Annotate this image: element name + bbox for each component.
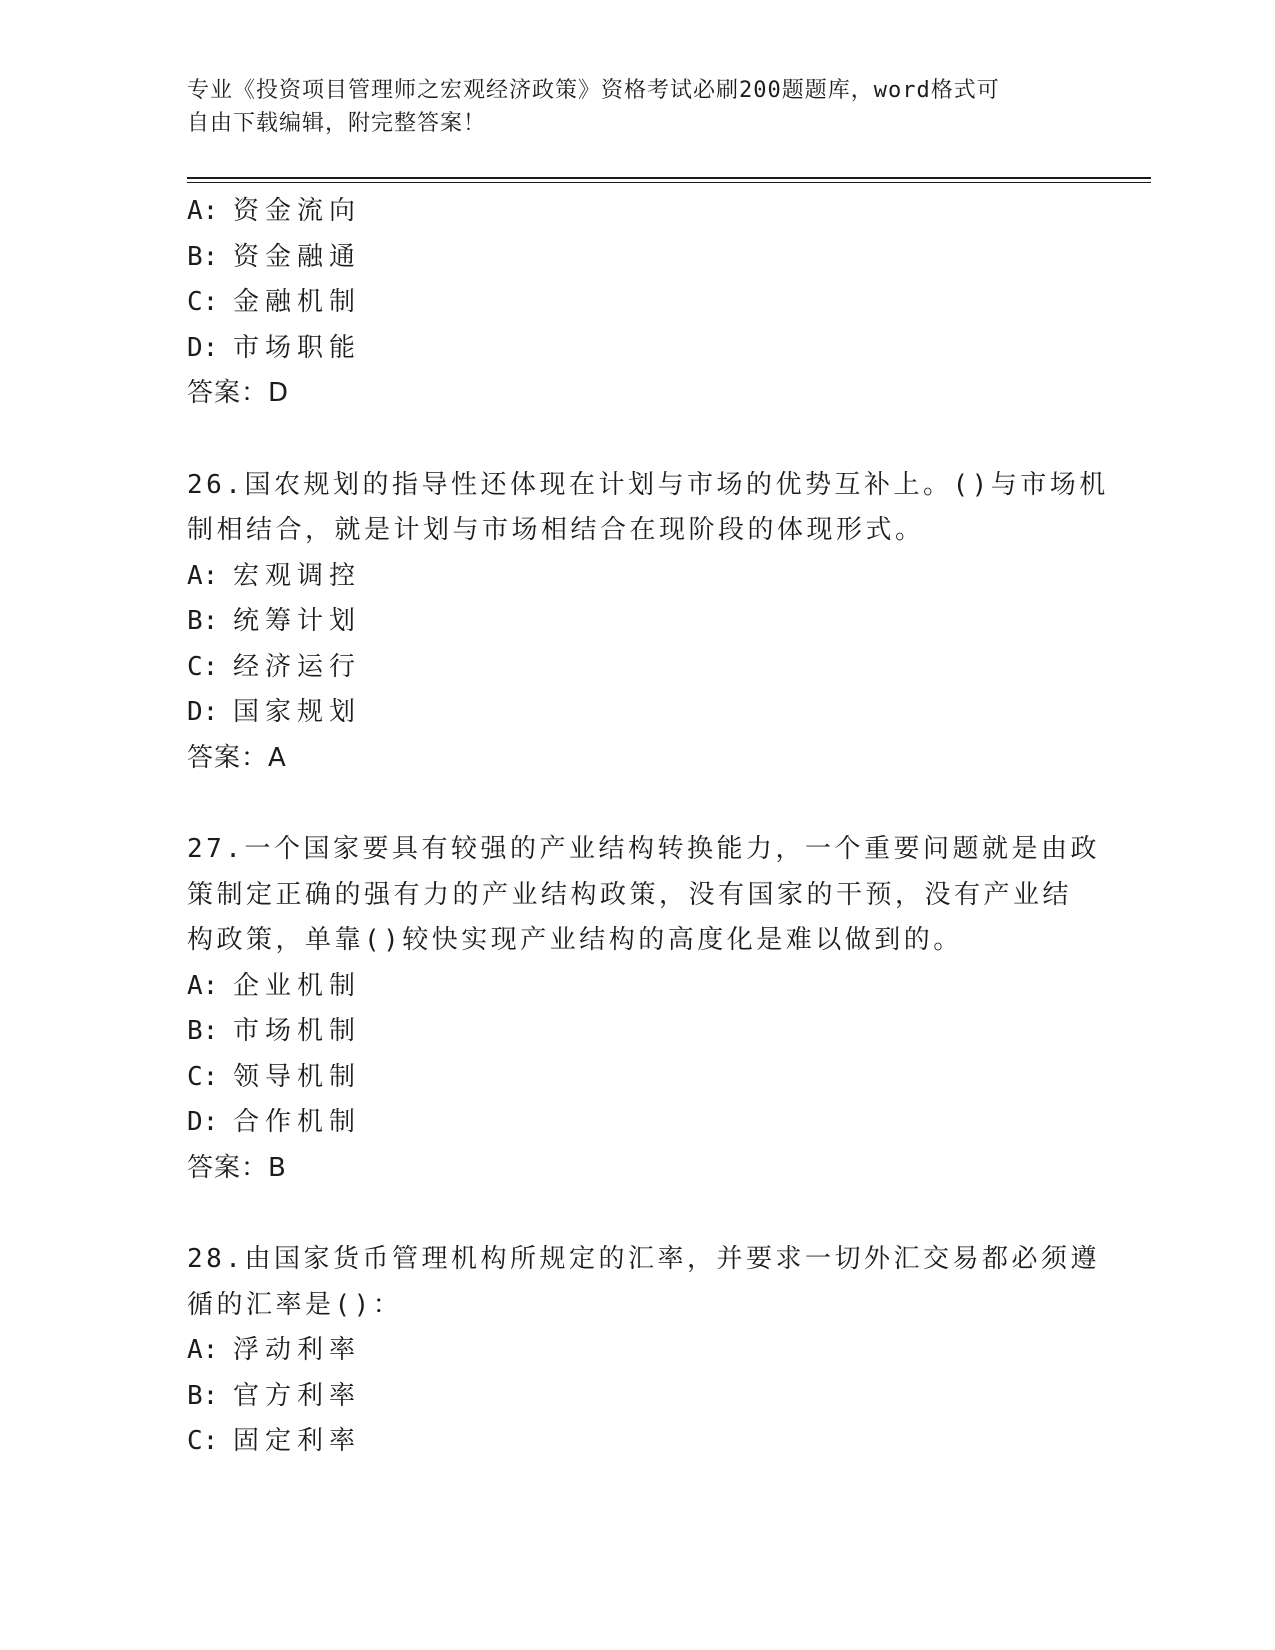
question-25: [187, 189, 1087, 417]
option-b: [187, 1009, 1087, 1055]
option-text: 市场机制: [233, 1016, 362, 1046]
option-letter: C:: [187, 1061, 219, 1092]
option-text: 金融机制: [233, 287, 362, 317]
option-text: 领导机制: [233, 1061, 362, 1092]
question-28: [187, 1237, 1100, 1465]
question-stem-line: 循的汇率是()：: [187, 1289, 403, 1320]
option-letter: A:: [187, 196, 219, 226]
question-spacer: [187, 417, 1087, 463]
question-26: [187, 463, 1109, 782]
option-letter: D:: [187, 332, 219, 363]
option-letter: D:: [187, 697, 219, 727]
option-c: [187, 645, 1087, 691]
question-stem-line: 27.一个国家要具有较强的产业结构转换能力，一个重要问题就是由政: [187, 834, 1100, 864]
option-letter: B:: [187, 606, 219, 636]
option-letter: D:: [187, 1107, 219, 1137]
option-letter: A:: [187, 1335, 219, 1365]
option-a: [187, 964, 1087, 1010]
header-divider-thick: [187, 177, 1151, 179]
header-line-1: 专业《投资项目管理师之宏观经济政策》资格考试必刷200题题库，word格式可: [187, 78, 1000, 103]
option-d: [187, 326, 1087, 372]
question-stem-line: 28.由国家货币管理机构所规定的汇率，并要求一切外汇交易都必须遵: [187, 1244, 1100, 1274]
option-text: 浮动利率: [233, 1335, 362, 1365]
answer: 答案：D: [187, 378, 290, 408]
option-text: 合作机制: [233, 1107, 362, 1137]
option-c: [187, 280, 1087, 326]
option-d: [187, 690, 1087, 736]
document-header: [187, 74, 1067, 140]
question-stem-line: 制相结合，就是计划与市场相结合在现阶段的体现形式。: [187, 515, 925, 545]
option-text: 资金流向: [233, 196, 362, 226]
option-letter: C:: [187, 651, 219, 682]
option-a: [187, 554, 1087, 600]
header-line-2: 自由下载编辑，附完整答案！: [187, 111, 487, 136]
option-text: 国家规划: [233, 697, 362, 727]
option-letter: A:: [187, 560, 219, 591]
option-text: 统筹计划: [233, 606, 362, 636]
option-text: 官方利率: [233, 1380, 362, 1411]
header-divider-thin: [187, 182, 1151, 183]
option-letter: B:: [187, 1380, 219, 1411]
question-stem-line: 26.国农规划的指导性还体现在计划与市场的优势互补上。()与市场机: [187, 469, 1109, 500]
option-letter: A:: [187, 970, 219, 1001]
option-b: [187, 1374, 1087, 1420]
question-27: [187, 827, 1100, 1191]
option-letter: B:: [187, 1016, 219, 1046]
option-text: 市场职能: [233, 332, 362, 363]
option-b: [187, 235, 1087, 281]
option-b: [187, 599, 1087, 645]
option-c: [187, 1055, 1087, 1101]
option-text: 经济运行: [233, 651, 362, 682]
option-text: 固定利率: [233, 1426, 362, 1456]
question-list: [187, 189, 1109, 1465]
option-text: 企业机制: [233, 970, 362, 1001]
option-text: 宏观调控: [233, 560, 362, 591]
answer: 答案：A: [187, 742, 287, 773]
question-stem-line: 构政策，单靠()较快实现产业结构的高度化是难以做到的。: [187, 925, 963, 955]
option-d: [187, 1100, 1087, 1146]
option-a: [187, 1328, 1087, 1374]
option-letter: C:: [187, 287, 219, 317]
question-spacer: [187, 781, 1087, 827]
option-letter: C:: [187, 1426, 219, 1456]
answer: 答案：B: [187, 1152, 287, 1183]
option-c: [187, 1419, 1087, 1465]
option-a: [187, 189, 1087, 235]
option-letter: B:: [187, 241, 219, 272]
question-stem-line: 策制定正确的强有力的产业结构政策，没有国家的干预，没有产业结: [187, 879, 1073, 910]
question-spacer: [187, 1191, 1087, 1237]
option-text: 资金融通: [233, 241, 362, 272]
